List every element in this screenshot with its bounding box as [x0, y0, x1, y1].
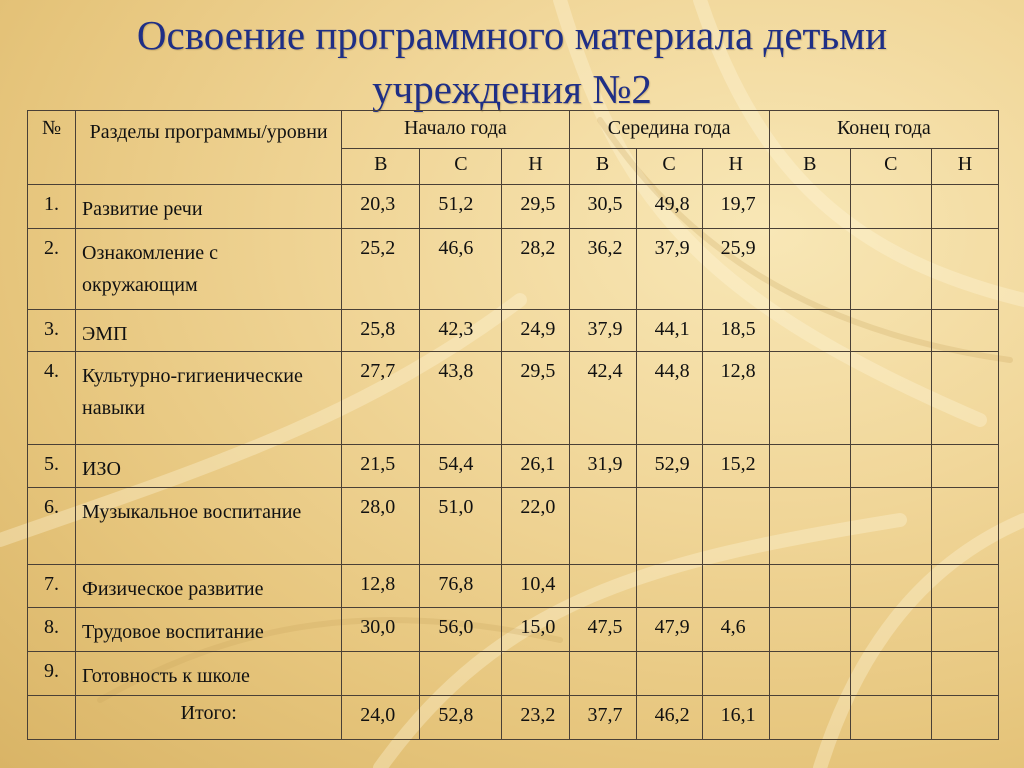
header-level: Н [702, 149, 769, 185]
row-value-cell: 51,0 [420, 488, 502, 565]
row-value-cell: 51,2 [420, 185, 502, 229]
row-value-cell [931, 565, 998, 608]
row-value-cell: 18,5 [702, 310, 769, 352]
table-row [28, 185, 999, 229]
row-value-cell [931, 310, 998, 352]
row-value-cell [569, 488, 636, 565]
row-value-cell [769, 488, 850, 565]
row-value-cell: 56,0 [420, 608, 502, 652]
total-value-cell: 37,7 [569, 696, 636, 740]
header-level: В [569, 149, 636, 185]
row-value-cell [769, 565, 850, 608]
row-value-cell: 15,2 [702, 445, 769, 488]
row-value-cell [931, 608, 998, 652]
title-line-2: учреждения №2 [372, 66, 652, 112]
row-section-name: ИЗО [76, 445, 342, 488]
header-row-periods [28, 111, 999, 149]
row-value-cell [769, 310, 850, 352]
header-start: Начало года [342, 111, 569, 149]
row-number: 2. [28, 229, 76, 310]
row-value-cell: 29,5 [502, 185, 569, 229]
row-value-cell: 37,9 [569, 310, 636, 352]
header-level: Н [931, 149, 998, 185]
row-value-cell: 24,9 [502, 310, 569, 352]
row-value-cell [569, 652, 636, 696]
row-value-cell [850, 185, 931, 229]
row-section-name: Физическое развитие [76, 565, 342, 608]
row-value-cell [769, 352, 850, 445]
row-value-cell [931, 488, 998, 565]
row-value-cell [931, 445, 998, 488]
row-value-cell [702, 565, 769, 608]
row-value-cell: 22,0 [502, 488, 569, 565]
row-value-cell [769, 445, 850, 488]
table-row [28, 445, 999, 488]
table-body [28, 185, 999, 740]
row-value-cell: 21,5 [342, 445, 420, 488]
total-value-cell: 24,0 [342, 696, 420, 740]
header-middle: Середина года [569, 111, 769, 149]
table-row [28, 565, 999, 608]
row-value-cell: 28,0 [342, 488, 420, 565]
total-row [28, 696, 999, 740]
row-value-cell [931, 229, 998, 310]
row-value-cell [636, 652, 702, 696]
total-value-cell [850, 696, 931, 740]
row-value-cell: 15,0 [502, 608, 569, 652]
row-value-cell [769, 229, 850, 310]
header-level: С [420, 149, 502, 185]
row-number: 5. [28, 445, 76, 488]
row-value-cell: 29,5 [502, 352, 569, 445]
table-row [28, 310, 999, 352]
row-value-cell: 28,2 [502, 229, 569, 310]
results-table [27, 110, 999, 740]
row-value-cell [502, 652, 569, 696]
row-section-name: Готовность к школе [76, 652, 342, 696]
row-number: 4. [28, 352, 76, 445]
total-value-cell [769, 696, 850, 740]
row-value-cell [850, 352, 931, 445]
row-section-name: Развитие речи [76, 185, 342, 229]
row-value-cell: 47,9 [636, 608, 702, 652]
row-section-name: Трудовое воспитание [76, 608, 342, 652]
row-value-cell [342, 652, 420, 696]
row-number: 8. [28, 608, 76, 652]
row-value-cell: 27,7 [342, 352, 420, 445]
row-value-cell [850, 608, 931, 652]
row-value-cell: 19,7 [702, 185, 769, 229]
row-value-cell: 49,8 [636, 185, 702, 229]
row-number: 7. [28, 565, 76, 608]
row-value-cell: 42,4 [569, 352, 636, 445]
total-value-cell: 46,2 [636, 696, 702, 740]
row-value-cell: 47,5 [569, 608, 636, 652]
row-value-cell: 25,2 [342, 229, 420, 310]
row-section-name: ЭМП [76, 310, 342, 352]
row-value-cell: 37,9 [636, 229, 702, 310]
row-value-cell: 44,8 [636, 352, 702, 445]
row-value-cell [769, 185, 850, 229]
row-value-cell: 76,8 [420, 565, 502, 608]
header-level: С [636, 149, 702, 185]
total-label: Итого: [76, 696, 342, 740]
row-value-cell [850, 310, 931, 352]
row-value-cell: 42,3 [420, 310, 502, 352]
row-value-cell: 20,3 [342, 185, 420, 229]
row-value-cell [636, 565, 702, 608]
row-value-cell: 30,0 [342, 608, 420, 652]
row-section-name: Ознакомление с окружающим [76, 229, 342, 310]
row-value-cell: 4,6 [702, 608, 769, 652]
row-number: 3. [28, 310, 76, 352]
row-value-cell: 12,8 [702, 352, 769, 445]
table-row [28, 608, 999, 652]
row-value-cell [850, 652, 931, 696]
row-section-name: Музыкальное воспитание [76, 488, 342, 565]
row-number: 9. [28, 652, 76, 696]
row-value-cell [931, 652, 998, 696]
table-row [28, 652, 999, 696]
title-line-1: Освоение программного материала детьми [136, 12, 888, 58]
row-value-cell: 31,9 [569, 445, 636, 488]
total-value-cell: 16,1 [702, 696, 769, 740]
row-value-cell: 54,4 [420, 445, 502, 488]
slide-title [0, 8, 1024, 116]
row-section-name: Культурно-гигиенические навыки [76, 352, 342, 445]
row-value-cell: 26,1 [502, 445, 569, 488]
row-number: 1. [28, 185, 76, 229]
header-level: В [769, 149, 850, 185]
total-value-cell: 23,2 [502, 696, 569, 740]
row-value-cell: 44,1 [636, 310, 702, 352]
row-value-cell [636, 488, 702, 565]
row-value-cell [850, 229, 931, 310]
header-level: В [342, 149, 420, 185]
row-value-cell: 36,2 [569, 229, 636, 310]
row-value-cell: 46,6 [420, 229, 502, 310]
header-num: № [28, 111, 76, 185]
total-value-cell [931, 696, 998, 740]
row-value-cell [702, 488, 769, 565]
row-value-cell: 52,9 [636, 445, 702, 488]
row-value-cell [850, 565, 931, 608]
row-value-cell [931, 352, 998, 445]
row-value-cell: 43,8 [420, 352, 502, 445]
row-value-cell [769, 652, 850, 696]
row-value-cell [420, 652, 502, 696]
row-value-cell: 25,8 [342, 310, 420, 352]
row-value-cell [702, 652, 769, 696]
row-value-cell [931, 185, 998, 229]
row-value-cell [850, 488, 931, 565]
row-value-cell [769, 608, 850, 652]
table-row [28, 352, 999, 445]
total-num-cell [28, 696, 76, 740]
row-value-cell: 30,5 [569, 185, 636, 229]
header-section: Разделы программы/уровни [76, 111, 342, 185]
table-row [28, 488, 999, 565]
header-level: С [850, 149, 931, 185]
row-value-cell [569, 565, 636, 608]
header-level: Н [502, 149, 569, 185]
row-value-cell [850, 445, 931, 488]
header-end: Конец года [769, 111, 998, 149]
row-value-cell: 25,9 [702, 229, 769, 310]
row-value-cell: 12,8 [342, 565, 420, 608]
row-value-cell: 10,4 [502, 565, 569, 608]
row-number: 6. [28, 488, 76, 565]
table-row [28, 229, 999, 310]
total-value-cell: 52,8 [420, 696, 502, 740]
